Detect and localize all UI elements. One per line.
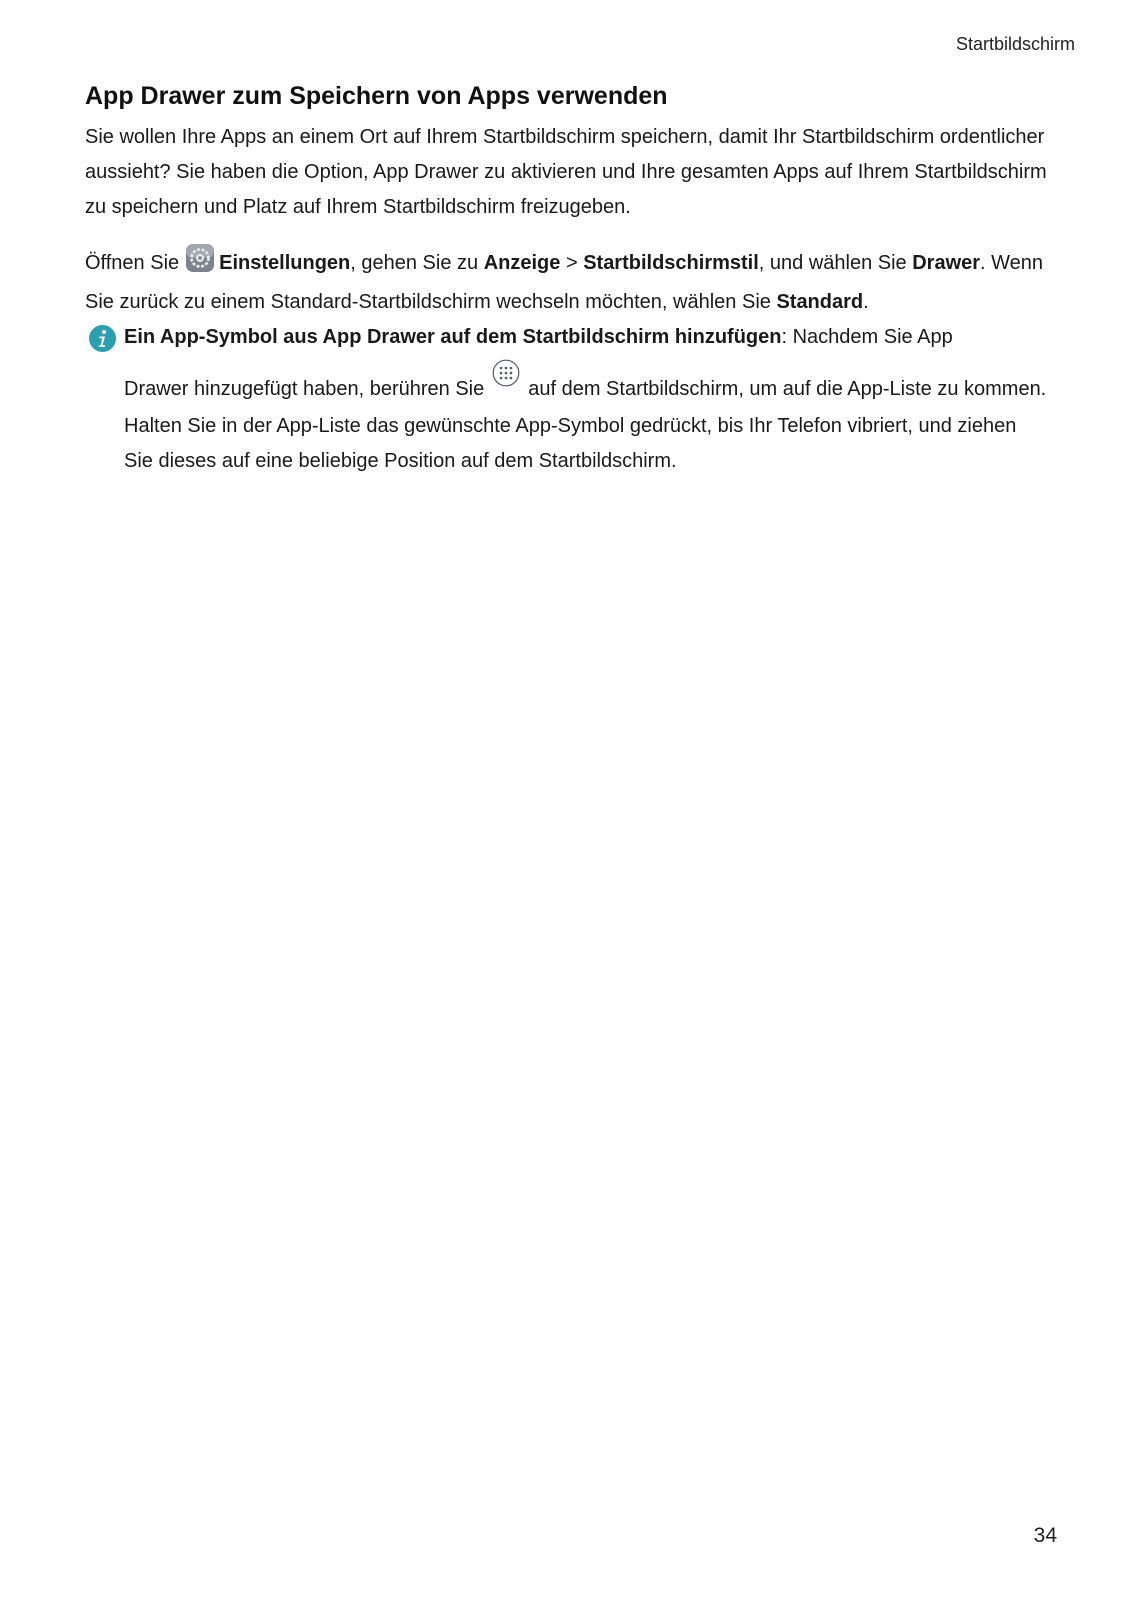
app-grid-icon (492, 359, 520, 399)
revert-text: Wenn Sie zurück zu einem Standard-Startbildschirm wechseln möchten, wählen Sie (85, 252, 1044, 313)
note-text-b: Drawer hinzugefügt haben, berühren Sie (124, 378, 485, 400)
settings-label: Einstellungen (219, 252, 351, 274)
page-number: 34 (1033, 1524, 1057, 1547)
intro-paragraph: Sie wollen Ihre Apps an einem Ort auf Ihrem Startbildschirm speichern, damit Ihr Startbildschirm ordentlicher aussieht? Sie haben die Option, App Drawer zu aktivieren und Ihre gesamten Apps auf Ihrem Startbildschirm zu speichern und Platz auf Ihrem Startbildschirm freizugeben. (85, 126, 1047, 218)
note-text-c: auf dem Startbildschirm, um auf die App-Liste zu kommen. Halten Sie in der App-Liste das gewünschte App-Symbol gedrückt, bis Ihr Telefon vibriert, und ziehen Sie dieses auf eine beliebige Position auf dem Startbildschirm. (124, 378, 1047, 472)
info-icon (89, 325, 116, 352)
note-title: Ein App-Symbol aus App Drawer auf dem Startbildschirm hinzufügen (124, 326, 782, 348)
settings-gear-icon (185, 243, 215, 285)
note-body (124, 369, 1050, 479)
standard-label: Standard (776, 291, 864, 313)
section-heading: App Drawer zum Speichern von Apps verwenden (85, 82, 668, 110)
steps-paragraph (85, 243, 1050, 320)
drawer-label: Drawer (912, 252, 981, 274)
page-content (85, 78, 1050, 479)
open-text: Öffnen Sie (85, 252, 180, 274)
running-header: Startbildschirm (955, 34, 1075, 54)
path-separator: > (560, 252, 584, 274)
display-label: Anzeige (483, 252, 561, 274)
period: . (980, 252, 986, 274)
note-text-a: : Nachdem Sie App (781, 326, 953, 348)
period: . (863, 291, 869, 313)
info-note (85, 320, 1050, 479)
choose-text: , und wählen Sie (758, 252, 913, 274)
home-style-label: Startbildschirmstil (583, 252, 759, 274)
go-to-text: , gehen Sie zu (350, 252, 484, 274)
note-line-1 (124, 320, 1050, 355)
